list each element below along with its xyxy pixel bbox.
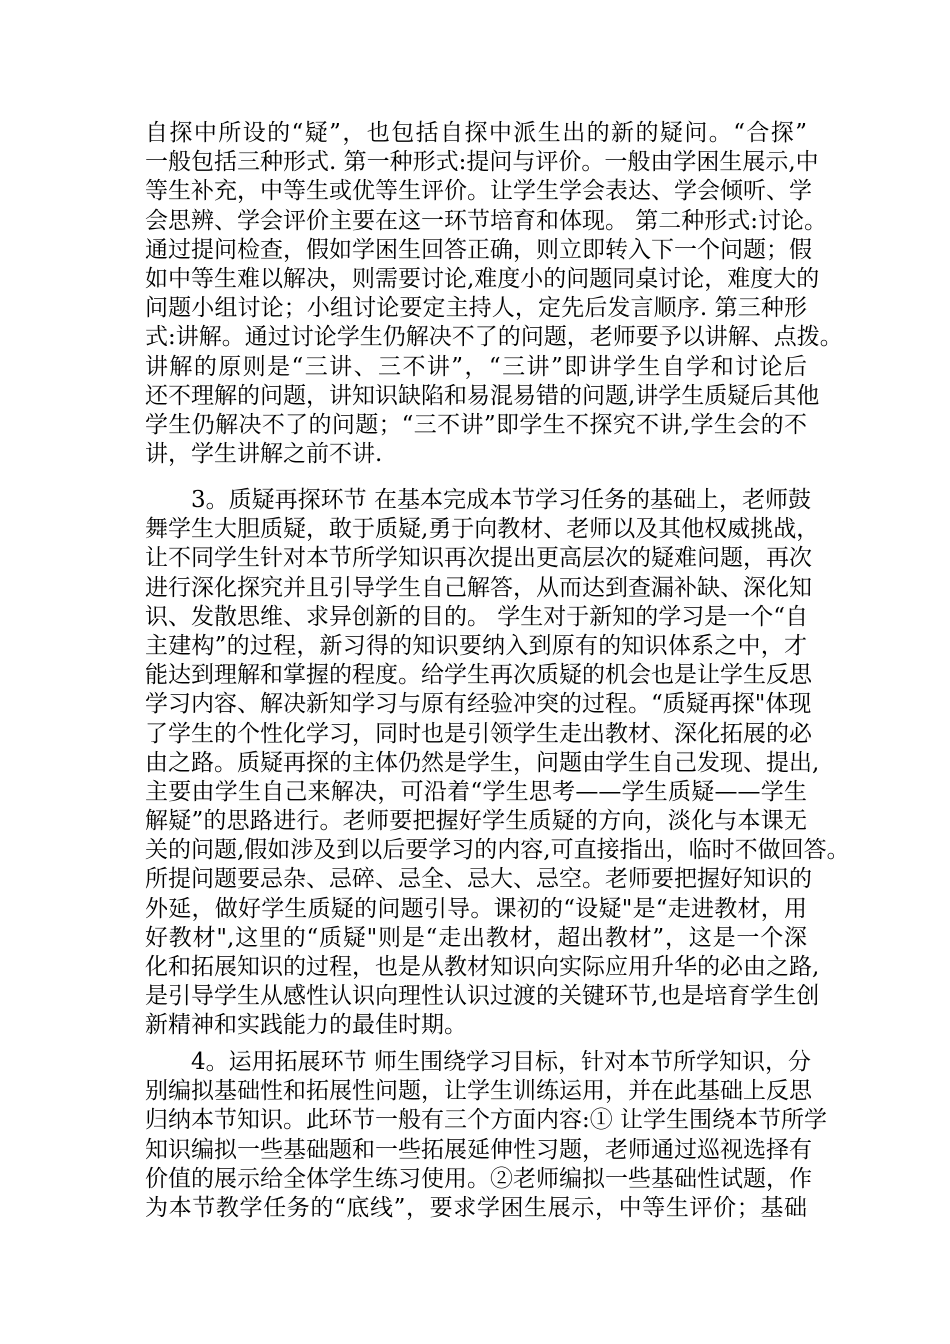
text-line: 会思辨、学会评价主要在这一环节培育和体现。 第二种形式:讨论。	[145, 207, 828, 234]
text-line: 外延，做好学生质疑的问题引导。课初的“设疑"是“走进教材，用	[145, 895, 807, 922]
text-line: 学生仍解决不了的问题；“三不讲”即学生不探究不讲,学生会的不	[145, 411, 807, 438]
text-line: 通过提问检查，假如学困生回答正确，则立即转入下一个问题；假	[145, 236, 812, 263]
paragraph-question-reinquiry	[145, 486, 850, 1041]
paragraph-application-extension	[145, 1048, 828, 1223]
text-line: 问题小组讨论；小组讨论要定主持人，定先后发言顺序. 第三种形	[145, 295, 807, 322]
text-line: 舞学生大胆质疑，敢于质疑,勇于向教材、老师以及其他权威挑战，	[145, 516, 820, 543]
text-line: 学习内容、解决新知学习与原有经验冲突的过程。“质疑再探"体现	[145, 691, 812, 718]
text-line: 关的问题,假如涉及到以后要学习的内容,可直接指出，临时不做回答。	[145, 837, 850, 864]
text-line: 4。运用拓展环节 师生围绕学习目标，针对本节所学知识，分	[191, 1049, 811, 1075]
text-line: 新精神和实践能力的最佳时期。	[145, 1012, 467, 1039]
text-line: 3。质疑再探环节 在基本完成本节学习任务的基础上，老师鼓	[191, 487, 811, 513]
text-line: 所提问题要忌杂、忌碎、忌全、忌大、忌空。老师要把握好知识的	[145, 866, 812, 893]
text-line: 归纳本节知识。此环节一般有三个方面内容:① 让学生围绕本节所学	[145, 1107, 828, 1134]
text-line: 好教材",这里的“质疑"则是“走出教材，超出教材”，这是一个深	[145, 924, 807, 951]
text-line: 解疑”的思路进行。老师要把握好学生质疑的方向，淡化与本课无	[145, 808, 807, 835]
text-line: 知识编拟一些基础题和一些拓展延伸性习题，老师通过巡视选择有	[145, 1136, 812, 1163]
text-line: 主建构”的过程，新习得的知识要纳入到原有的知识体系之中，才	[145, 632, 807, 659]
text-line: 等生补充，中等生或优等生评价。让学生学会表达、学会倾听、学	[145, 178, 812, 205]
text-line: 了学生的个性化学习，同时也是引领学生走出教材、深化拓展的必	[145, 720, 812, 747]
text-line: 识、发散思维、求异创新的目的。 学生对于新知的学习是一个“自	[145, 603, 809, 630]
text-line: 让不同学生针对本节所学知识再次提出更高层次的疑难问题，再次	[145, 545, 812, 572]
text-line: 别编拟基础性和拓展性问题，让学生训练运用，并在此基础上反思	[145, 1078, 812, 1105]
text-line: 价值的展示给全体学生练习使用。②老师编拟一些基础性试题，作	[145, 1165, 812, 1192]
text-line: 主要由学生自己来解决，可沿着“学生思考——学生质疑——学生	[145, 778, 807, 805]
text-line: 是引导学生从感性认识向理性认识过渡的关键环节,也是培育学生创	[145, 983, 820, 1010]
text-line: 能达到理解和掌握的程度。给学生再次质疑的机会也是让学生反思	[145, 662, 812, 689]
text-line: 讲，学生讲解之前不讲.	[145, 441, 383, 468]
text-line: 化和拓展知识的过程，也是从教材知识向实际应用升华的必由之路,	[145, 954, 820, 980]
text-line: 一般包括三种形式. 第一种形式:提问与评价。一般由学困生展示,中	[145, 149, 819, 176]
text-line: 如中等生难以解决，则需要讨论,难度小的问题同桌讨论，难度大的	[145, 265, 820, 292]
text-line: 由之路。质疑再探的主体仍然是学生，问题由学生自己发现、提出,	[145, 749, 820, 776]
text-line: 式:讲解。通过讨论学生仍解决不了的问题，老师要予以讲解、点拨。	[145, 324, 843, 351]
paragraph-cooperative-inquiry	[145, 119, 843, 469]
text-line: 自探中所设的“疑”，也包括自探中派生出的新的疑问。“合探”	[145, 120, 807, 146]
text-line: 进行深化探究并且引导学生自己解答，从而达到查漏补缺、深化知	[145, 574, 812, 601]
text-line: 为本节教学任务的“底线”，要求学困生展示，中等生评价；基础	[145, 1194, 807, 1221]
text-line: 讲解的原则是“三讲、三不讲”，“三讲”即讲学生自学和讨论后	[145, 353, 807, 380]
text-line: 还不理解的问题，讲知识缺陷和易混易错的问题,讲学生质疑后其他	[145, 382, 820, 409]
